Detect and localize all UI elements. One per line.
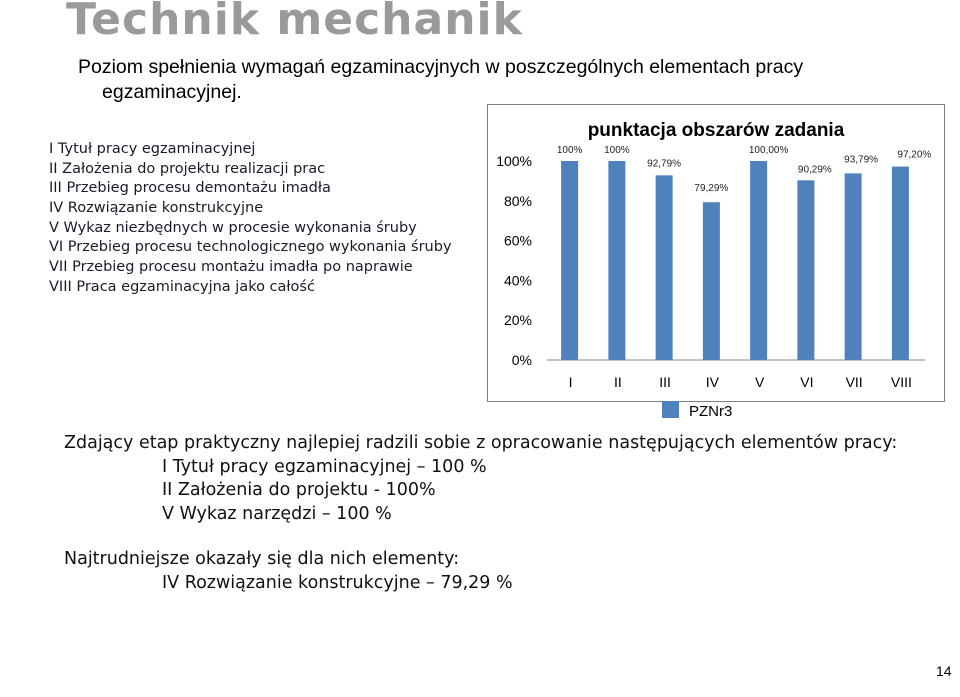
summary-best-item: II Założenia do projektu - 100% <box>162 480 436 500</box>
summary-worst-item: IV Rozwiązanie konstrukcyjne – 79,29 % <box>162 572 513 593</box>
legend-item: III Przebieg procesu demontażu imadła <box>49 180 331 197</box>
y-tick-label: 40% <box>503 272 532 289</box>
x-tick-label: I <box>568 374 573 390</box>
legend-item: II Założenia do projektu realizacji prac <box>49 160 326 177</box>
bar-VIII <box>892 167 909 360</box>
bar-VII <box>845 173 862 360</box>
legend-item: VI Przebieg procesu technologicznego wykonania śruby <box>49 239 452 256</box>
bar-VI <box>797 180 814 360</box>
summary-best-heading: Zdający etap praktyczny najlepiej radzili sobie z opracowanie następujących elementów pracy: <box>64 433 898 453</box>
legend-item: V Wykaz niezbędnych w procesie wykonania śruby <box>49 219 417 236</box>
bar-IV <box>703 202 720 360</box>
data-label: 90,29% <box>797 164 832 176</box>
x-tick-label: III <box>659 374 671 390</box>
data-label: 100% <box>604 145 630 156</box>
bar-I <box>561 161 578 360</box>
x-tick-label: VIII <box>890 374 912 390</box>
y-tick-label: 0% <box>511 352 532 368</box>
x-tick-label: II <box>613 374 622 390</box>
bar-V <box>750 161 767 360</box>
summary-best-item: I Tytuł pracy egzaminacyjnej – 100 % <box>162 456 487 477</box>
y-tick-label: 100% <box>496 153 532 169</box>
x-tick-label: VI <box>800 374 814 390</box>
summary-worst-heading: Najtrudniejsze okazały się dla nich elementy: <box>64 549 460 569</box>
legend-swatch <box>662 401 679 418</box>
data-label: 79,29% <box>694 183 729 195</box>
legend-item: IV Rozwiązanie konstrukcyjne <box>49 200 264 217</box>
y-tick-label: 80% <box>503 192 532 209</box>
x-tick-label: IV <box>705 374 719 390</box>
subtitle-line-2: egzaminacyjnej. <box>102 81 242 103</box>
y-tick-label: 60% <box>503 232 532 249</box>
slide-title: Technik mechanik <box>66 0 523 45</box>
data-label: 97,20% <box>897 149 932 161</box>
x-tick-label: V <box>754 374 765 390</box>
legend-item: I Tytuł pracy egzaminacyjnej <box>49 141 256 157</box>
data-label: 92,79% <box>647 158 682 170</box>
summary-best-item: V Wykaz narzędzi – 100 % <box>162 503 392 524</box>
bar-III <box>656 175 673 360</box>
chart-title: punktacja obszarów zadania <box>587 120 845 141</box>
summary-text <box>64 432 897 595</box>
legend-item: VIII Praca egzaminacyjna jako całość <box>49 278 315 295</box>
legend-item: VII Przebieg procesu montażu imadła po naprawie <box>49 259 413 276</box>
bar-II <box>608 161 625 360</box>
x-tick-label: VII <box>845 374 863 390</box>
data-label: 93,79% <box>844 154 879 166</box>
data-label: 100% <box>556 145 583 156</box>
subtitle-line-1: Poziom spełnienia wymagań egzaminacyjnych w poszczególnych elementach pracy <box>78 56 804 78</box>
y-tick-label: 20% <box>503 312 532 329</box>
data-label: 100,00% <box>748 145 789 156</box>
page-number: 14 <box>936 663 952 679</box>
legend-label: PZNr3 <box>689 403 733 420</box>
